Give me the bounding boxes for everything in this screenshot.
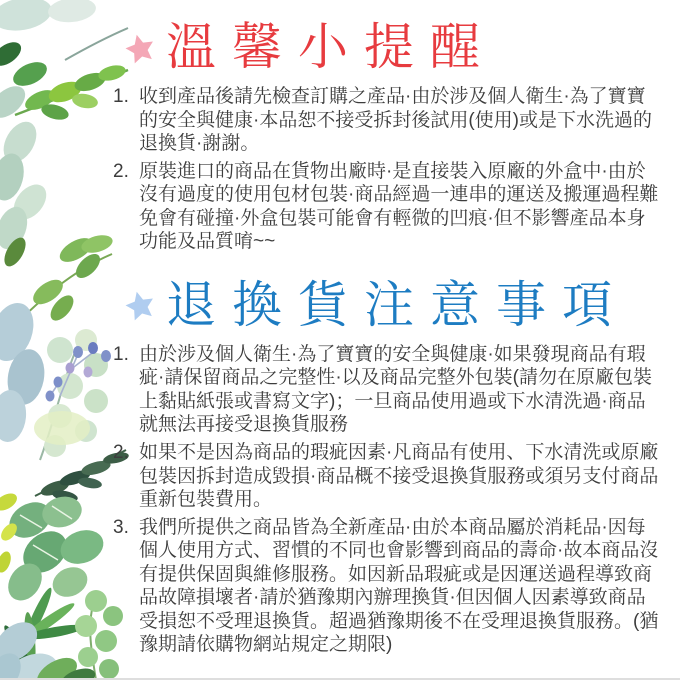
item-text: 我們所提供之商品皆為全新產品·由於本商品屬於消耗品·因每個人使用方式、習慣的不同也會影響到商品的壽命·故本商品沒有提供保固與維修服務。如因新品瑕疵或是因運送過程導致商品故障損壞者·請於猶豫期內辦理換貨·但因個人因素導致商品受損恕不受理退換貨。超過猶豫期後不在受理退換貨服務。(猶豫期請依購物網站規定之期限) — [139, 516, 659, 656]
item-text: 收到產品後請先檢查訂購之產品·由於涉及個人衛生·為了寶寶的安全與健康·本品恕不接受拆封後試用(使用)或是下水洗過的退換貨·謝謝。 — [139, 86, 652, 155]
list-item — [112, 441, 664, 512]
item-number: 2. — [113, 442, 129, 464]
item-number: 1. — [113, 343, 129, 365]
item-text: 原裝進口的商品在貨物出廠時·是直接裝入原廠的外盒中·由於沒有過度的使用包材包裝·商品經過一連串的運送及搬運過程難免會有碰撞·外盒包裝可能會有輕微的凹痕·但不影響產品本身功能及品質唷~~ — [139, 160, 659, 253]
item-text: 由於涉及個人衛生·為了寶寶的安全與健康·如果發現商品有瑕疵·請保留商品之完整性·以及商品完整外包裝(請勿在原廠包裝上黏貼紙張或書寫文字)；一旦商品使用過或下水清洗過·商品就無法再接受退換貨服務 — [139, 343, 652, 436]
item-number: 2. — [113, 160, 129, 182]
item-text: 如果不是因為商品的瑕疵因素·凡商品有使用、下水清洗或原廠包裝因拆封造成毀損·商品概不接受退換貨服務或須另支付商品重新包裝費用。 — [139, 442, 659, 511]
star-icon — [121, 286, 160, 325]
section-return-policy-header — [112, 278, 664, 333]
list-item — [112, 516, 664, 657]
notice-content — [112, 12, 664, 661]
list-item — [112, 160, 664, 254]
item-number: 3. — [113, 516, 129, 538]
item-number: 1. — [113, 86, 129, 107]
section-warm-reminder-header — [112, 20, 664, 75]
star-icon — [121, 28, 160, 67]
warm-reminder-list — [112, 85, 664, 254]
list-item — [112, 343, 664, 437]
list-item — [112, 85, 664, 156]
section-title-return-policy: 退換貨注意事項 — [166, 276, 628, 333]
return-policy-list — [112, 343, 664, 657]
section-title-warm-reminder: 溫馨小提醒 — [166, 19, 496, 75]
